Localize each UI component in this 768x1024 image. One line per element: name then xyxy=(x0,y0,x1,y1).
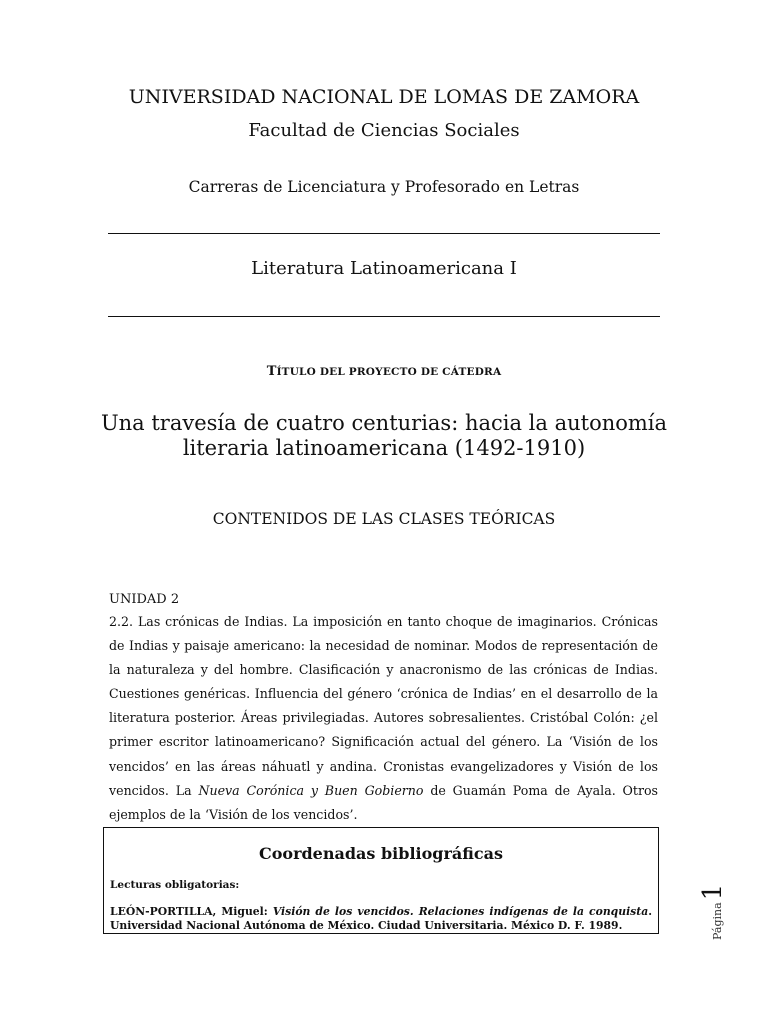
unit-text-part-1: 2.2. Las crónicas de Indias. La imposición en tanto choque de imaginarios. Crónicas de Indias y paisaje americano: la necesidad de nominar. Modos de representación de la naturaleza y del hombre. Clasificación y anacronismo de las crónicas de Indias. Cuestiones genéricas. Influencia del género ‘crónica de Indias’ en el desarrollo de la literatura posterior. Áreas privilegiadas. Autores sobresalientes. Cristóbal Colón: ¿el primer escritor latinoamericano? Significación actual del género. La ‘Visión de los vencidos’ en las áreas náhuatl y andina. Cronistas evangelizadores y Visión de los vencidos. La xyxy=(109,614,658,798)
project-label-initial: T xyxy=(266,364,277,379)
bottom-divider xyxy=(108,316,660,317)
unit-description xyxy=(109,610,658,827)
faculty-name: Facultad de Ciencias Sociales xyxy=(248,120,520,141)
unit-heading: UNIDAD 2 xyxy=(109,592,180,607)
unit-text-italic: Nueva Corónica y Buen Gobierno xyxy=(198,782,424,798)
bibliography-title: Coordenadas bibliográficas xyxy=(258,844,504,863)
top-divider xyxy=(108,233,660,234)
project-label xyxy=(0,364,768,379)
unit-text-part-2: de Guamán Poma de Ayala. Otros ejemplos de la ‘Visión de los vencidos’. xyxy=(109,782,659,822)
course-title: Literatura Latinoamericana I xyxy=(251,258,517,279)
bibliography-box xyxy=(103,827,659,934)
page-word: Página xyxy=(711,902,724,940)
careers-line: Carreras de Licenciatura y Profesorado en Letras xyxy=(188,178,580,196)
bibliography-entry xyxy=(110,905,652,933)
entry-title: Visión de los vencidos. Relaciones indígenas de la conquista xyxy=(272,905,649,918)
project-title-line-2: literaria latinoamericana (1492-1910) xyxy=(182,436,586,460)
entry-rest: . Universidad Nacional Autónoma de México. Ciudad Universitaria. México D. F. 1989. xyxy=(110,905,652,932)
required-readings-label: Lecturas obligatorias: xyxy=(110,879,240,891)
contents-title: CONTENIDOS DE LAS CLASES TEÓRICAS xyxy=(212,510,556,528)
project-title-line-1: Una travesía de cuatro centurias: hacia la autonomía xyxy=(100,411,668,435)
university-name: UNIVERSIDAD NACIONAL DE LOMAS DE ZAMORA xyxy=(128,86,640,108)
page-number-marker xyxy=(698,880,728,940)
page-number: 1 xyxy=(698,883,728,901)
project-title xyxy=(0,411,768,461)
entry-author: LEÓN-PORTILLA, Miguel: xyxy=(110,905,273,918)
project-label-rest: ÍTULO DEL PROYECTO DE CÁTEDRA xyxy=(276,366,502,378)
